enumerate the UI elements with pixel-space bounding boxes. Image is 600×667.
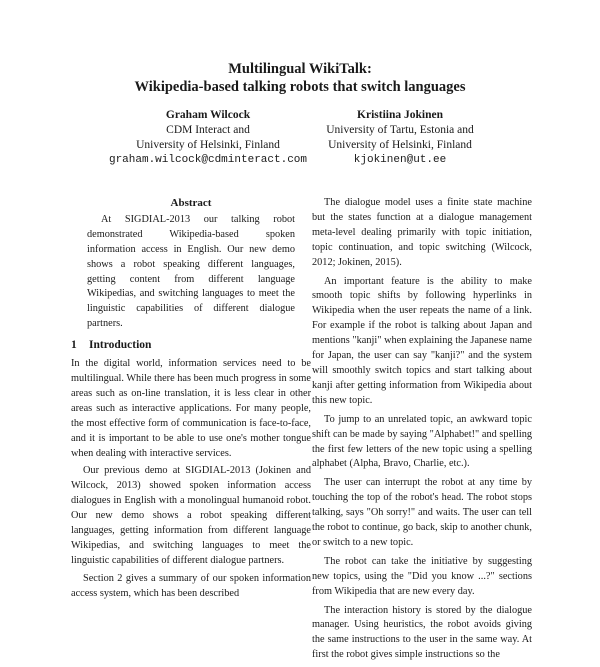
paragraph: Our previous demo at SIGDIAL-2013 (Jokinen and Wilcock, 2013) showed spoken information access dialogues in English with a monolingual humanoid robot. Our new demo shows a robot speaking different languages, getting information from different language Wikipedias, and switching languages to meet the linguistic capabilities of different dialogue partners. <box>71 465 311 566</box>
section-body <box>71 357 311 602</box>
paragraph: To jump to an unrelated topic, an awkward topic shift can be made by saying "Alphabet!" and spelling the first few letters of the new topic using a spelling alphabet (Alpha, Bravo, Charlie, etc.). <box>312 413 532 470</box>
paragraph: An important feature is the ability to make smooth topic shifts by following hyperlinks in Wikipedia when the user repeats the name of a link. For example if the robot is talking about Japan and mentions "kanji" when explaining the Japanese name for Japan, the user can say "kanji?" and the system will smoothly switch topics and start talking about kanji after getting information from Wikipedia about this new topic. <box>312 275 532 406</box>
author-email: kjokinen@ut.ee <box>353 154 447 166</box>
paragraph: The user can interrupt the robot at any time by touching the top of the robot's head. The robot stops talking, says "Oh sorry!" and waits. The user can tell the robot to continue, go back, skip to another chunk, or switch to a new topic. <box>312 477 532 548</box>
author-affiliation: CDM Interact and <box>166 124 250 136</box>
title-line-2: Wikipedia-based talking robots that switch languages <box>134 79 466 95</box>
paragraph: The dialogue model uses a finite state machine but the states function at a dialogue management meta-level dealing primarily with topic initiation, topic continuation, and topic switching (Wilcock, 2012; Jokinen, 2015). <box>312 197 532 268</box>
author-affiliation: University of Tartu, Estonia and <box>326 124 474 136</box>
author-block-2 <box>270 108 530 168</box>
paragraph: In the digital world, information services need to be multilingual. While there has been much progress in some areas such as on-line translation, it is less clear in other areas such as interactive applications. For many people, the most effective form of communication is face-to-face, and it is important to be able to use one's mother tongue when dealing with interactive services. <box>71 358 311 459</box>
abstract-text: At SIGDIAL-2013 our talking robot demonstrated Wikipedia-based spoken information access in English. Our new demo shows a robot speaking different languages, getting content from different language Wikipedias, and switching languages to meet the linguistic capabilities of different dialogue partners. <box>87 213 295 330</box>
author-affiliation: University of Helsinki, Finland <box>328 139 472 151</box>
author-name: Kristiina Jokinen <box>357 109 443 121</box>
abstract-heading: Abstract <box>170 197 212 209</box>
paragraph: The interaction history is stored by the dialogue manager. Using heuristics, the robot avoids giving the same instructions to the user in the same way. At first the robot gives simple instructions so the <box>312 604 532 661</box>
section-heading <box>71 338 311 353</box>
author-email: graham.wilcock@cdminteract.com <box>108 154 308 166</box>
author-name: Graham Wilcock <box>165 109 251 121</box>
paragraph: The robot can take the initiative by suggesting new topics, using the "Did you know ...?" sections from Wikipedia that are new every day. <box>312 555 532 597</box>
left-column <box>71 196 311 605</box>
section-number: 1 <box>71 339 77 352</box>
title-line-1: Multilingual WikiTalk: <box>228 61 372 77</box>
right-column <box>312 196 532 667</box>
paper-title <box>0 60 600 96</box>
section-title: Introduction <box>89 339 152 352</box>
author-affiliation: University of Helsinki, Finland <box>136 139 280 151</box>
paragraph: Section 2 gives a summary of our spoken information access system, which has been described <box>71 572 311 599</box>
